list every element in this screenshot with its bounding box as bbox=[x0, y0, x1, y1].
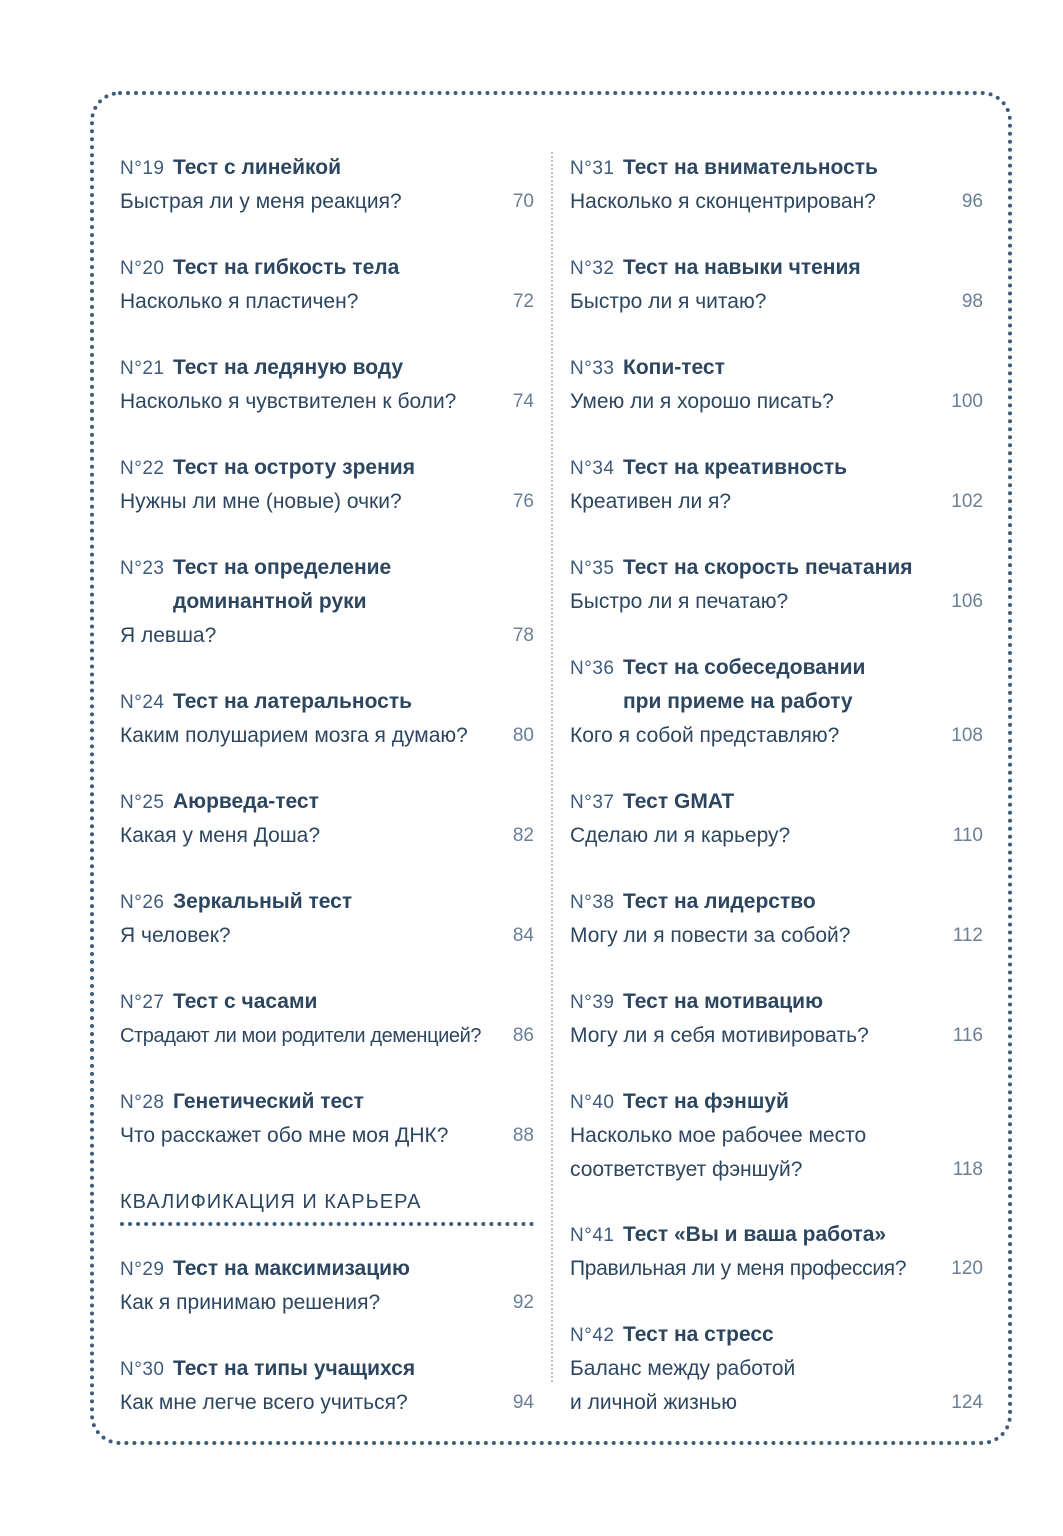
toc-entry-19[interactable] bbox=[120, 151, 534, 219]
entry-page: 118 bbox=[952, 1159, 983, 1180]
toc-entry-39[interactable] bbox=[570, 985, 983, 1053]
entry-subtitle: Каким полушарием мозга я думаю? bbox=[120, 724, 468, 747]
entry-page: 82 bbox=[512, 825, 534, 846]
entry-title: Генетический тест bbox=[173, 1090, 364, 1113]
entry-number: N°27 bbox=[120, 992, 165, 1013]
entry-subtitle: Быстро ли я печатаю? bbox=[570, 590, 789, 613]
entry-title: Тест на скорость печатания bbox=[623, 556, 913, 579]
entry-number: N°37 bbox=[570, 792, 615, 813]
entry-page: 116 bbox=[952, 1025, 983, 1046]
entry-title: Тест на внимательность bbox=[623, 156, 878, 179]
toc-entry-34[interactable] bbox=[570, 451, 983, 519]
entry-title: Тест с линейкой bbox=[173, 156, 341, 179]
entry-subtitle: Как я принимаю решения? bbox=[120, 1291, 381, 1314]
entry-page: 108 bbox=[951, 725, 983, 746]
column-divider bbox=[551, 152, 553, 1382]
toc-entry-22[interactable] bbox=[120, 451, 534, 519]
entry-subtitle: Умею ли я хорошо писать? bbox=[570, 390, 834, 413]
toc-entry-25[interactable] bbox=[120, 785, 534, 853]
entry-title: Тест на навыки чтения bbox=[623, 256, 861, 279]
entry-subtitle: Могу ли я повести за собой? bbox=[570, 924, 851, 947]
toc-entry-23[interactable] bbox=[120, 551, 534, 653]
entry-number: N°32 bbox=[570, 258, 615, 279]
entry-page: 78 bbox=[512, 625, 534, 646]
toc-entry-26[interactable] bbox=[120, 885, 534, 953]
entry-number: N°21 bbox=[120, 358, 165, 379]
entry-page: 98 bbox=[961, 291, 983, 312]
entry-title: Тест на ледяную воду bbox=[173, 356, 404, 379]
entry-title-continued: доминантной руки bbox=[173, 590, 367, 613]
entry-page: 124 bbox=[951, 1392, 983, 1413]
entry-page: 110 bbox=[952, 825, 983, 846]
toc-entry-42[interactable] bbox=[570, 1318, 983, 1420]
entry-number: N°38 bbox=[570, 892, 615, 913]
entry-number: N°29 bbox=[120, 1259, 165, 1280]
entry-title: Тест на собеседовании bbox=[623, 656, 866, 679]
toc-entry-30[interactable] bbox=[120, 1352, 534, 1420]
entry-number: N°28 bbox=[120, 1092, 165, 1113]
entry-title: Тест с часами bbox=[173, 990, 318, 1013]
entry-subtitle-continued: и личной жизнью bbox=[570, 1391, 738, 1414]
entry-title: Тест на стресс bbox=[623, 1323, 774, 1346]
entry-number: N°20 bbox=[120, 258, 165, 279]
entry-title: Тест на мотивацию bbox=[623, 990, 824, 1013]
entry-number: N°19 bbox=[120, 158, 165, 179]
toc-entry-41[interactable] bbox=[570, 1218, 983, 1286]
entry-number: N°30 bbox=[120, 1359, 165, 1380]
entry-page: 106 bbox=[951, 591, 983, 612]
entry-page: 92 bbox=[512, 1292, 534, 1313]
toc-entry-38[interactable] bbox=[570, 885, 983, 953]
entry-page: 84 bbox=[512, 925, 534, 946]
section-heading: КВАЛИФИКАЦИЯ И КАРЬЕРА bbox=[120, 1191, 422, 1213]
entry-subtitle: Насколько я сконцентрирован? bbox=[570, 190, 876, 213]
entry-subtitle: Я левша? bbox=[120, 624, 217, 647]
entry-title: Тест на креативность bbox=[623, 456, 848, 479]
entry-subtitle: Правильная ли у меня профессия? bbox=[570, 1257, 907, 1280]
entry-subtitle: Могу ли я себя мотивировать? bbox=[570, 1024, 869, 1047]
entry-title: Тест «Вы и ваша работа» bbox=[623, 1223, 887, 1246]
entry-number: N°26 bbox=[120, 892, 165, 913]
entry-subtitle: Кого я собой представляю? bbox=[570, 724, 840, 747]
entry-subtitle: Быстро ли я читаю? bbox=[570, 290, 767, 313]
entry-page: 96 bbox=[961, 191, 983, 212]
entry-title-continued: при приеме на работу bbox=[623, 690, 853, 713]
entry-page: 74 bbox=[512, 391, 534, 412]
entry-title: Тест на остроту зрения bbox=[173, 456, 415, 479]
entry-title: Тест на типы учащихся bbox=[173, 1357, 416, 1380]
entry-number: N°35 bbox=[570, 558, 615, 579]
entry-page: 88 bbox=[512, 1125, 534, 1146]
toc-entry-24[interactable] bbox=[120, 685, 534, 753]
entry-page: 100 bbox=[951, 391, 983, 412]
entry-subtitle: Как мне легче всего учиться? bbox=[120, 1391, 408, 1414]
entry-subtitle: Сделаю ли я карьеру? bbox=[570, 824, 791, 847]
entry-number: N°41 bbox=[570, 1225, 615, 1246]
entry-subtitle: Страдают ли мои родители деменцией? bbox=[120, 1025, 482, 1047]
entry-number: N°33 bbox=[570, 358, 615, 379]
entry-subtitle-continued: соответствует фэншуй? bbox=[570, 1158, 803, 1181]
entry-page: 72 bbox=[512, 291, 534, 312]
entry-number: N°31 bbox=[570, 158, 615, 179]
entry-subtitle: Креативен ли я? bbox=[570, 490, 732, 513]
toc-entry-28[interactable] bbox=[120, 1085, 534, 1153]
entry-page: 70 bbox=[512, 191, 534, 212]
entry-page: 120 bbox=[951, 1258, 983, 1279]
toc-entry-32[interactable] bbox=[570, 251, 983, 319]
entry-subtitle: Нужны ли мне (новые) очки? bbox=[120, 490, 402, 513]
entry-page: 94 bbox=[512, 1392, 534, 1413]
entry-title: Тест на лидерство bbox=[623, 890, 816, 913]
toc-entry-29[interactable] bbox=[120, 1252, 534, 1320]
toc-entry-27[interactable] bbox=[120, 985, 534, 1053]
entry-number: N°24 bbox=[120, 692, 165, 713]
entry-number: N°23 bbox=[120, 558, 165, 579]
entry-number: N°22 bbox=[120, 458, 165, 479]
entry-number: N°36 bbox=[570, 658, 615, 679]
entry-title: Тест на определение bbox=[173, 556, 392, 579]
entry-subtitle: Насколько я чувствителен к боли? bbox=[120, 390, 457, 413]
entry-page: 80 bbox=[512, 725, 534, 746]
toc-entry-21[interactable] bbox=[120, 351, 534, 419]
entry-title: Тест на латеральность bbox=[173, 690, 413, 713]
entry-title: Тест на фэншуй bbox=[623, 1090, 789, 1113]
entry-subtitle: Какая у меня Доша? bbox=[120, 824, 321, 847]
entry-page: 86 bbox=[512, 1025, 534, 1046]
entry-title: Копи-тест bbox=[623, 356, 725, 379]
entry-title: Тест на гибкость тела bbox=[173, 256, 400, 279]
toc-entry-40[interactable] bbox=[570, 1085, 983, 1187]
entry-subtitle: Быстрая ли у меня реакция? bbox=[120, 190, 402, 213]
entry-subtitle: Насколько мое рабочее место bbox=[570, 1124, 867, 1147]
entry-page: 112 bbox=[952, 925, 983, 946]
entry-subtitle: Я человек? bbox=[120, 924, 231, 947]
entry-number: N°25 bbox=[120, 792, 165, 813]
entry-title: Зеркальный тест bbox=[173, 890, 353, 913]
entry-title: Тест на максимизацию bbox=[173, 1257, 410, 1280]
toc-entry-33[interactable] bbox=[570, 351, 983, 419]
entry-page: 102 bbox=[951, 491, 983, 512]
entry-number: N°34 bbox=[570, 458, 615, 479]
toc-entry-37[interactable] bbox=[570, 785, 983, 853]
entry-number: N°40 bbox=[570, 1092, 615, 1113]
entry-page: 76 bbox=[512, 491, 534, 512]
toc-entry-35[interactable] bbox=[570, 551, 983, 619]
entry-title: Аюрведа-тест bbox=[173, 790, 319, 813]
entry-number: N°42 bbox=[570, 1325, 615, 1346]
entry-subtitle: Баланс между работой bbox=[570, 1357, 796, 1380]
toc-entry-36[interactable] bbox=[570, 651, 983, 753]
entry-subtitle: Насколько я пластичен? bbox=[120, 290, 359, 313]
entry-number: N°39 bbox=[570, 992, 615, 1013]
entry-subtitle: Что расскажет обо мне моя ДНК? bbox=[120, 1124, 449, 1147]
entry-title: Тест GMAT bbox=[623, 790, 735, 813]
section-rule bbox=[120, 1222, 534, 1226]
toc-entry-20[interactable] bbox=[120, 251, 534, 319]
toc-entry-31[interactable] bbox=[570, 151, 983, 219]
